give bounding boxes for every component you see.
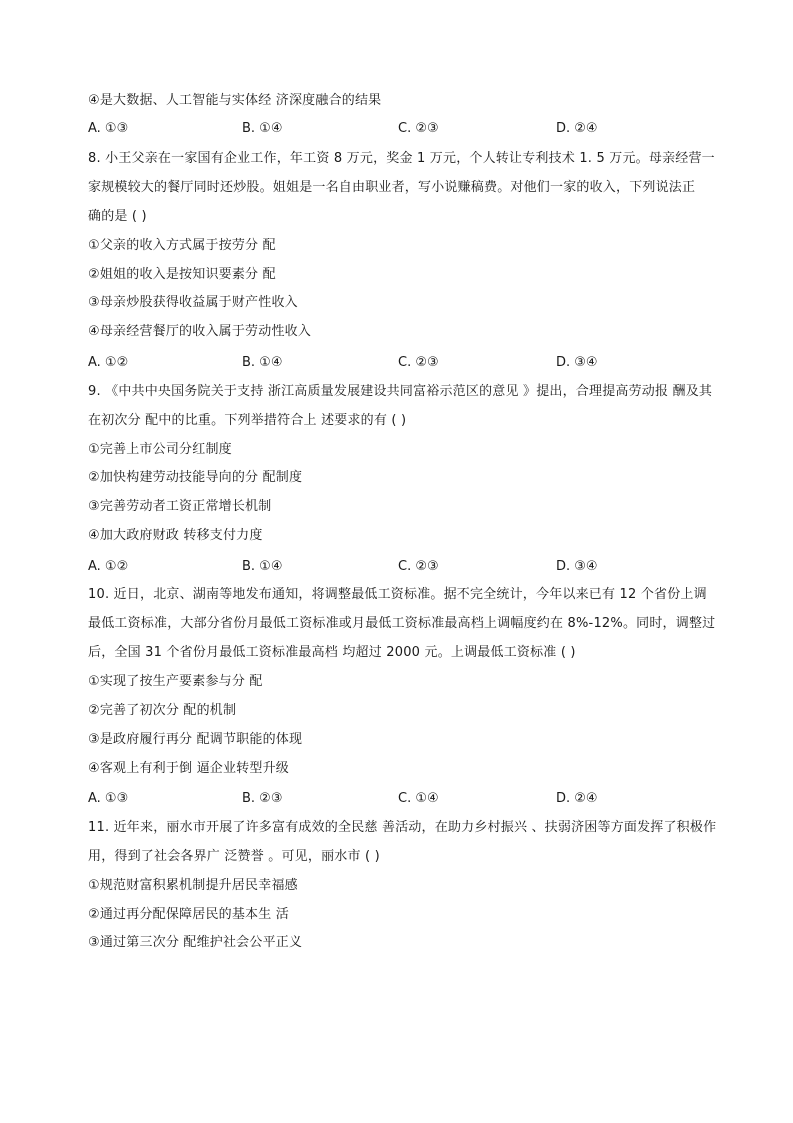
- options-q10: [88, 790, 718, 808]
- option-c: C. ①④: [398, 791, 439, 806]
- q9-item-2: ②加快构建劳动技能导向的分 配制度: [88, 470, 303, 485]
- option-a: A. ①③: [88, 791, 129, 806]
- option-a: A. ①③: [88, 121, 129, 136]
- option-c: C. ②③: [398, 355, 439, 370]
- q8-stem-line-3: 确的是 ( ): [88, 209, 147, 224]
- option-b: B. ①④: [242, 559, 283, 574]
- q10-stem-line-1: 10. 近日，北京、湖南等地发布通知，将调整最低工资标准。据不完全统计，今年以来已有 12 个省份上调: [88, 587, 707, 602]
- option-c: C. ②③: [398, 559, 439, 574]
- option-b: B. ②③: [242, 791, 283, 806]
- q9-stem-line-1: 9. 《中共中央国务院关于支持 浙江高质量发展建设共同富裕示范区的意见 》提出，合理提高劳动报 酬及其: [88, 384, 713, 399]
- options-q7: [88, 120, 718, 138]
- q10-item-4: ④客观上有利于倒 逼企业转型升级: [88, 761, 289, 776]
- q11-item-3: ③通过第三次分 配维护社会公平正义: [88, 935, 303, 950]
- q8-item-2: ②姐姐的收入是按知识要素分 配: [88, 267, 276, 282]
- q10-item-1: ①实现了按生产要素参与分 配: [88, 674, 263, 689]
- option-d: D. ②④: [556, 791, 598, 806]
- q8-stem-line-2: 家规模较大的餐厅同时还炒股。姐姐是一名自由职业者，写小说赚稿费。对他们一家的收入，下列说法正: [88, 180, 696, 195]
- q8-stem-line-1: 8. 小王父亲在一家国有企业工作，年工资 8 万元，奖金 1 万元，个人转让专利技术 1. 5 万元。母亲经营一: [88, 151, 715, 166]
- option-a: A. ①②: [88, 355, 129, 370]
- q11-item-2: ②通过再分配保障居民的基本生 活: [88, 907, 289, 922]
- q8-item-4: ④母亲经营餐厅的收入属于劳动性收入: [88, 324, 312, 339]
- option-d: D. ②④: [556, 121, 598, 136]
- option-c: C. ②③: [398, 121, 439, 136]
- q10-stem-line-3: 后，全国 31 个省份月最低工资标准最高档 均超过 2000 元。上调最低工资标准 ( ): [88, 645, 576, 660]
- q9-stem-line-2: 在初次分 配中的比重。下列举措符合上 述要求的有 ( ): [88, 413, 407, 428]
- q8-item-3: ③母亲炒股获得收益属于财产性收入: [88, 295, 298, 310]
- options-q8: [88, 354, 718, 372]
- options-q9: [88, 558, 718, 576]
- answer-item-4: ④是大数据、人工智能与实体经 济深度融合的结果: [88, 93, 382, 108]
- option-b: B. ①④: [242, 121, 283, 136]
- q9-item-3: ③完善劳动者工资正常增长机制: [88, 499, 272, 514]
- q8-item-1: ①父亲的收入方式属于按劳分 配: [88, 238, 276, 253]
- q11-item-1: ①规范财富积累机制提升居民幸福感: [88, 878, 298, 893]
- option-a: A. ①②: [88, 559, 129, 574]
- option-d: D. ③④: [556, 559, 598, 574]
- option-d: D. ③④: [556, 355, 598, 370]
- q11-stem-line-2: 用，得到了社会各界广 泛赞誉 。可见，丽水市 ( ): [88, 849, 380, 864]
- q11-stem-line-1: 11. 近年来，丽水市开展了许多富有成效的全民慈 善活动，在助力乡村振兴 、扶弱济困等方面发挥了积极作: [88, 820, 717, 835]
- q10-item-3: ③是政府履行再分 配调节职能的体现: [88, 732, 303, 747]
- q10-item-2: ②完善了初次分 配的机制: [88, 703, 237, 718]
- q9-item-4: ④加大政府财政 转移支付力度: [88, 528, 263, 543]
- option-b: B. ①④: [242, 355, 283, 370]
- q10-stem-line-2: 最低工资标准，大部分省份月最低工资标准或月最低工资标准最高档上调幅度约在 8%-12%。同时，调整过: [88, 616, 716, 631]
- q9-item-1: ①完善上市公司分红制度: [88, 442, 232, 457]
